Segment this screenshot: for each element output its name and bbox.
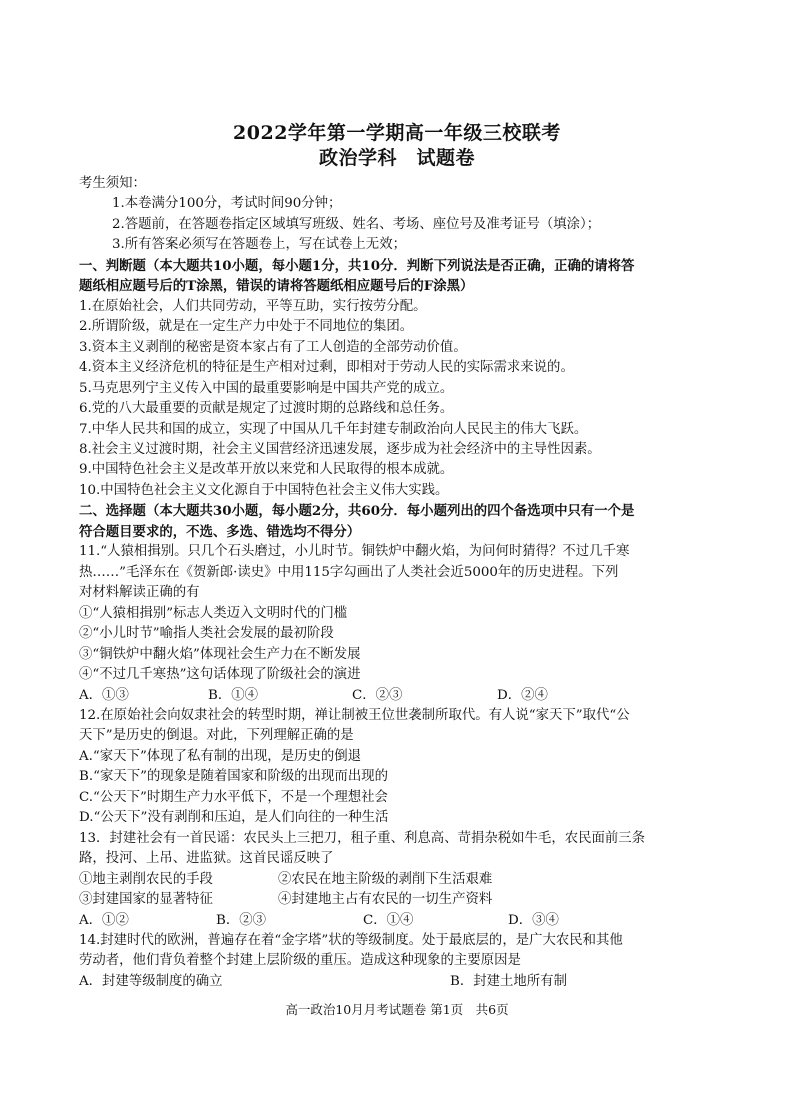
answer-option: B．①④ (208, 687, 259, 703)
answer-option: B．封建土地所有制 (450, 973, 567, 989)
notice-item: 3.所有答案必须写在答题卷上，写在试卷上无效； (112, 237, 406, 253)
notice-item: 1.本卷满分100分，考试时间90分钟； (112, 196, 342, 212)
answer-option: A.“家天下”体现了私有制的出现，是历史的倒退 (79, 748, 362, 764)
notice-heading: 考生须知： (79, 176, 146, 191)
answer-option: C．②③ (352, 687, 403, 703)
notice-item: 2.答题前，在答题卷指定区域填写班级、姓名、考场、座位号及准考证号（填涂）； (112, 216, 601, 232)
answer-option: C．①④ (363, 912, 414, 928)
answer-option: D.“公天下”没有剥削和压迫，是人们向往的一种生活 (79, 810, 389, 826)
answer-option: B.“家天下”的现象是随着国家和阶级的出现而出现的 (79, 769, 388, 785)
section1-heading: 题纸相应题号后的T涂黑，错误的请将答题纸相应题号后的F涂黑） (79, 278, 474, 295)
page-footer: 高一政治10月月考试题卷 第1页 共6页 (285, 1001, 509, 1017)
question-statement: ①“人猿相揖别”标志人类迈入文明时代的门槛 (79, 605, 348, 621)
question-stem: 劳动者，他们背负着整个封建上层阶级的重压。造成这种现象的主要原因是 (79, 953, 521, 969)
judgment-item: 5.马克思列宁主义传入中国的最重要影响是中国共产党的成立。 (79, 380, 454, 396)
question-statement: ③封建国家的显著特征 (79, 892, 213, 908)
section1-heading: 一、判断题（本大题共10小题，每小题1分，共10分．判断下列说法是否正确，正确的请将答 (79, 257, 635, 274)
question-statement: ②农民在地主阶级的剥削下生活艰难 (278, 871, 493, 887)
question-stem: 13．封建社会有一首民谣：农民头上三把刀，租子重、利息高、苛捐杂税如牛毛，农民面前三条 (79, 830, 646, 846)
section2-heading: 符合题目要求的，不选、多选、错选均不得分） (79, 523, 361, 540)
question-stem: 天下”是历史的倒退。对此，下列理解正确的是 (79, 728, 354, 744)
question-statement: ①地主剥削农民的手段 (79, 871, 213, 887)
question-stem: 对材料解读正确的有 (79, 585, 200, 601)
judgment-item: 7.中华人民共和国的成立，实现了中国从几千年封建专制政治向人民民主的伟大飞跃。 (79, 421, 588, 437)
judgment-item: 8.社会主义过渡时期，社会主义国营经济迅速发展，逐步成为社会经济中的主导性因素。 (79, 441, 601, 457)
judgment-item: 4.资本主义经济危机的特征是生产相对过剩，即相对于劳动人民的实际需求来说的。 (79, 360, 574, 376)
question-stem: 11.“人猿相揖别。只几个石头磨过，小儿时节。铜铁炉中翻火焰，为问何时猜得？不过几千寒 (79, 544, 630, 560)
answer-option: A．①② (79, 912, 129, 928)
judgment-item: 6.党的八大最重要的贡献是规定了过渡时期的总路线和总任务。 (79, 401, 454, 417)
judgment-item: 9.中国特色社会主义是改革开放以来党和人民取得的根本成就。 (79, 462, 454, 478)
exam-subtitle: 政治学科 试题卷 (318, 147, 475, 169)
section2-heading: 二、选择题（本大题共30小题，每小题2分，共60分．每小题列出的四个备选项中只有一个是 (79, 503, 635, 520)
question-statement: ④“不过几千寒热”这句话体现了阶级社会的演进 (79, 667, 361, 683)
answer-option: B．②③ (216, 912, 267, 928)
question-stem: 路，投河、上吊、进监狱。这首民谣反映了 (79, 851, 334, 867)
answer-option: C.“公天下”时期生产力水平低下，不是一个理想社会 (79, 789, 388, 805)
answer-option: A．①③ (79, 687, 129, 703)
question-statement: ②“小儿时节”喻指人类社会发展的最初阶段 (79, 626, 334, 642)
judgment-item: 1.在原始社会，人们共同劳动，平等互助，实行按劳分配。 (79, 298, 427, 314)
question-statement: ④封建地主占有农民的一切生产资料 (278, 892, 493, 908)
question-stem: 12.在原始社会向奴隶社会的转型时期，禅让制被王位世袭制所取代。有人说“家天下”取代“公 (79, 707, 630, 723)
answer-option: A．封建等级制度的确立 (79, 973, 223, 989)
judgment-item: 3.资本主义剥削的秘密是资本家占有了工人创造的全部劳动价值。 (79, 339, 467, 355)
judgment-item: 10.中国特色社会主义文化源自于中国特色社会主义伟大实践。 (79, 482, 449, 498)
question-stem: 14.封建时代的欧洲，普遍存在着“金字塔”状的等级制度。处于最底层的，是广大农民和其他 (79, 933, 623, 949)
question-stem: 热……”毛泽东在《贺新郎·读史》中用115字勾画出了人类社会近5000年的历史进程。下列 (79, 564, 619, 580)
exam-title: 2022学年第一学期高一年级三校联考 (233, 122, 561, 144)
judgment-item: 2.所谓阶级，就是在一定生产力中处于不同地位的集团。 (79, 319, 414, 335)
answer-option: D．②④ (497, 687, 548, 703)
answer-option: D．③④ (508, 912, 559, 928)
question-statement: ③“铜铁炉中翻火焰”体现社会生产力在不断发展 (79, 646, 361, 662)
